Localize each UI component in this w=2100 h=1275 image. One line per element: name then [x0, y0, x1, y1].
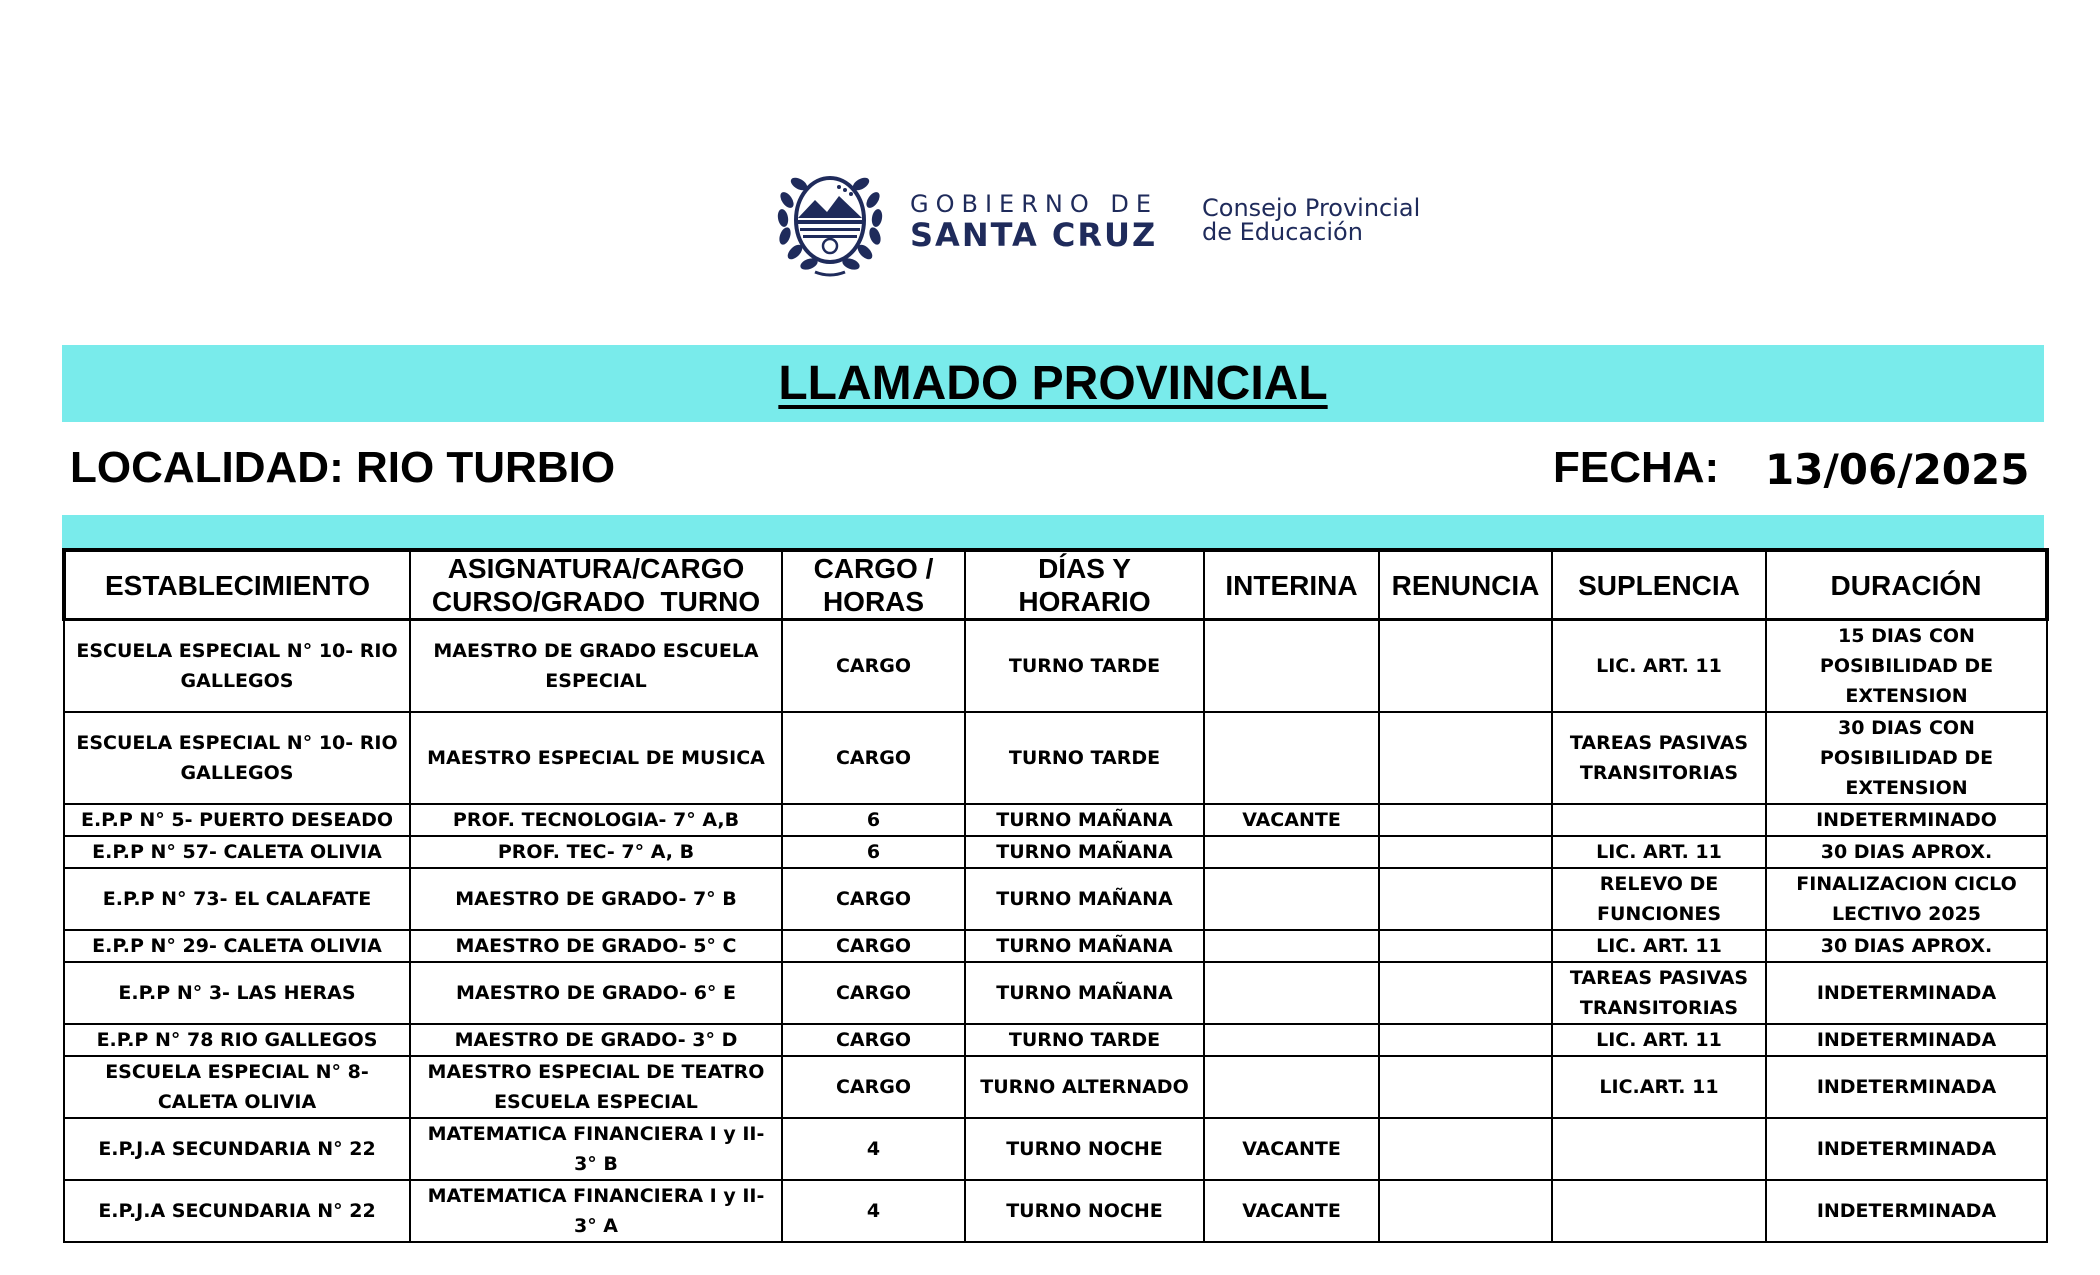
council-name-line1: Consejo Provincial — [1202, 194, 1421, 222]
cell-renuncia — [1379, 1180, 1552, 1242]
cell-suplencia: TAREAS PASIVAS TRANSITORIAS — [1552, 712, 1766, 804]
table-row — [64, 1180, 2047, 1242]
cell-duracion: 30 DIAS CON POSIBILIDAD DE EXTENSION — [1766, 712, 2047, 804]
cell-asignatura: PROF. TEC- 7° A, B — [410, 836, 782, 868]
council-name-line2: de Educación — [1202, 218, 1363, 246]
cell-establecimiento: E.P.P N° 5- PUERTO DESEADO — [64, 804, 410, 836]
cell-cargo: 4 — [782, 1118, 965, 1180]
page-title: LLAMADO PROVINCIAL — [778, 357, 1328, 410]
government-name — [910, 190, 1158, 252]
header-cargo-line2: HORAS — [822, 586, 925, 617]
cell-establecimiento: E.P.P N° 78 RIO GALLEGOS — [64, 1024, 410, 1056]
header-interina: INTERINA — [1204, 550, 1379, 620]
cell-interina — [1204, 836, 1379, 868]
cell-duracion: 30 DIAS APROX. — [1766, 836, 2047, 868]
header-establecimiento: ESTABLECIMIENTO — [64, 550, 410, 620]
cell-duracion: 30 DIAS APROX. — [1766, 930, 2047, 962]
cell-asignatura: MATEMATICA FINANCIERA I y II- 3° A — [410, 1180, 782, 1242]
cell-renuncia — [1379, 930, 1552, 962]
cell-suplencia — [1552, 804, 1766, 836]
cell-renuncia — [1379, 868, 1552, 930]
cell-interina: VACANTE — [1204, 1180, 1379, 1242]
header-cargo — [782, 550, 965, 620]
cell-suplencia: LIC.ART. 11 — [1552, 1056, 1766, 1118]
header-suplencia: SUPLENCIA — [1552, 550, 1766, 620]
cell-asignatura: MAESTRO ESPECIAL DE TEATRO ESCUELA ESPECIAL — [410, 1056, 782, 1118]
cell-cargo: CARGO — [782, 868, 965, 930]
cell-dias: TURNO MAÑANA — [965, 930, 1204, 962]
cell-dias: TURNO MAÑANA — [965, 868, 1204, 930]
cell-interina — [1204, 1024, 1379, 1056]
cell-establecimiento: E.P.P N° 73- EL CALAFATE — [64, 868, 410, 930]
locality-label: LOCALIDAD: RIO TURBIO — [70, 443, 616, 492]
province-seal-icon — [775, 160, 885, 278]
header-renuncia: RENUNCIA — [1379, 550, 1552, 620]
cell-renuncia — [1379, 836, 1552, 868]
table-row — [64, 930, 2047, 962]
header-asignatura-line1: ASIGNATURA/CARGO — [447, 553, 745, 584]
cell-establecimiento: ESCUELA ESPECIAL N° 8- CALETA OLIVIA — [64, 1056, 410, 1118]
title-banner — [62, 345, 2044, 422]
cell-dias: TURNO TARDE — [965, 712, 1204, 804]
positions-table — [62, 548, 2049, 1243]
cell-asignatura: MAESTRO DE GRADO- 3° D — [410, 1024, 782, 1056]
table-row — [64, 1118, 2047, 1180]
table-row — [64, 1024, 2047, 1056]
cell-cargo: CARGO — [782, 962, 965, 1024]
date-label: FECHA: — [1553, 443, 1720, 492]
table-row — [64, 804, 2047, 836]
cell-renuncia — [1379, 962, 1552, 1024]
cell-interina — [1204, 930, 1379, 962]
cell-interina — [1204, 962, 1379, 1024]
cell-suplencia: LIC. ART. 11 — [1552, 930, 1766, 962]
cell-renuncia — [1379, 712, 1552, 804]
cell-interina — [1204, 712, 1379, 804]
cell-interina: VACANTE — [1204, 804, 1379, 836]
cell-interina — [1204, 868, 1379, 930]
cell-duracion: 15 DIAS CON POSIBILIDAD DE EXTENSION — [1766, 620, 2047, 713]
cell-establecimiento: E.P.J.A SECUNDARIA N° 22 — [64, 1118, 410, 1180]
cell-renuncia — [1379, 1118, 1552, 1180]
cell-asignatura: MATEMATICA FINANCIERA I y II- 3° B — [410, 1118, 782, 1180]
cell-duracion: INDETERMINADA — [1766, 1118, 2047, 1180]
cell-suplencia: LIC. ART. 11 — [1552, 1024, 1766, 1056]
table-row — [64, 712, 2047, 804]
cell-suplencia — [1552, 1180, 1766, 1242]
cell-duracion: FINALIZACION CICLO LECTIVO 2025 — [1766, 868, 2047, 930]
cell-asignatura: MAESTRO ESPECIAL DE MUSICA — [410, 712, 782, 804]
cell-dias: TURNO MAÑANA — [965, 836, 1204, 868]
cell-establecimiento: E.P.P N° 29- CALETA OLIVIA — [64, 930, 410, 962]
cell-establecimiento: ESCUELA ESPECIAL N° 10- RIO GALLEGOS — [64, 620, 410, 713]
cell-duracion: INDETERMINADA — [1766, 1180, 2047, 1242]
table-header-row — [64, 550, 2047, 620]
cell-renuncia — [1379, 804, 1552, 836]
cell-cargo: CARGO — [782, 1056, 965, 1118]
cell-cargo: 6 — [782, 836, 965, 868]
cell-dias: TURNO NOCHE — [965, 1118, 1204, 1180]
table-row — [64, 620, 2047, 713]
cell-establecimiento: ESCUELA ESPECIAL N° 10- RIO GALLEGOS — [64, 712, 410, 804]
table-row — [64, 962, 2047, 1024]
table-row — [64, 1056, 2047, 1118]
cell-duracion: INDETERMINADA — [1766, 1024, 2047, 1056]
header-dias: DÍAS Y HORARIO — [965, 550, 1204, 620]
cell-dias: TURNO ALTERNADO — [965, 1056, 1204, 1118]
cell-asignatura: MAESTRO DE GRADO- 6° E — [410, 962, 782, 1024]
cell-asignatura: MAESTRO DE GRADO- 7° B — [410, 868, 782, 930]
cyan-divider-strip — [62, 515, 2044, 548]
cell-dias: TURNO TARDE — [965, 1024, 1204, 1056]
cell-suplencia — [1552, 1118, 1766, 1180]
date-value: 13/06/2025 — [1765, 445, 2030, 494]
cell-establecimiento: E.P.P N° 3- LAS HERAS — [64, 962, 410, 1024]
council-name — [1202, 196, 1420, 244]
cell-asignatura: MAESTRO DE GRADO- 5° C — [410, 930, 782, 962]
table-row — [64, 836, 2047, 868]
cell-cargo: 6 — [782, 804, 965, 836]
cell-interina — [1204, 620, 1379, 713]
header-duracion: DURACIÓN — [1766, 550, 2047, 620]
cell-interina — [1204, 1056, 1379, 1118]
cell-dias: TURNO NOCHE — [965, 1180, 1204, 1242]
government-name-line2: SANTA CRUZ — [910, 216, 1158, 254]
cell-asignatura: PROF. TECNOLOGIA- 7° A,B — [410, 804, 782, 836]
header-logo — [775, 160, 1440, 280]
cell-dias: TURNO MAÑANA — [965, 962, 1204, 1024]
cell-duracion: INDETERMINADA — [1766, 962, 2047, 1024]
cell-interina: VACANTE — [1204, 1118, 1379, 1180]
government-name-line1: GOBIERNO DE — [910, 190, 1158, 218]
cell-renuncia — [1379, 1056, 1552, 1118]
cell-renuncia — [1379, 1024, 1552, 1056]
cell-asignatura: MAESTRO DE GRADO ESCUELA ESPECIAL — [410, 620, 782, 713]
cell-suplencia: TAREAS PASIVAS TRANSITORIAS — [1552, 962, 1766, 1024]
cell-suplencia: RELEVO DE FUNCIONES — [1552, 868, 1766, 930]
cell-renuncia — [1379, 620, 1552, 713]
cell-establecimiento: E.P.P N° 57- CALETA OLIVIA — [64, 836, 410, 868]
header-asignatura — [410, 550, 782, 620]
cell-suplencia: LIC. ART. 11 — [1552, 620, 1766, 713]
cell-dias: TURNO MAÑANA — [965, 804, 1204, 836]
cell-cargo: 4 — [782, 1180, 965, 1242]
cell-cargo: CARGO — [782, 712, 965, 804]
cell-cargo: CARGO — [782, 620, 965, 713]
cell-duracion: INDETERMINADO — [1766, 804, 2047, 836]
cell-establecimiento: E.P.J.A SECUNDARIA N° 22 — [64, 1180, 410, 1242]
header-asignatura-line2: CURSO/GRADO TURNO — [431, 586, 761, 617]
cell-cargo: CARGO — [782, 1024, 965, 1056]
cell-duracion: INDETERMINADA — [1766, 1056, 2047, 1118]
cell-suplencia: LIC. ART. 11 — [1552, 836, 1766, 868]
header-cargo-line1: CARGO / — [813, 553, 934, 584]
cell-dias: TURNO TARDE — [965, 620, 1204, 713]
cell-cargo: CARGO — [782, 930, 965, 962]
table-row — [64, 868, 2047, 930]
